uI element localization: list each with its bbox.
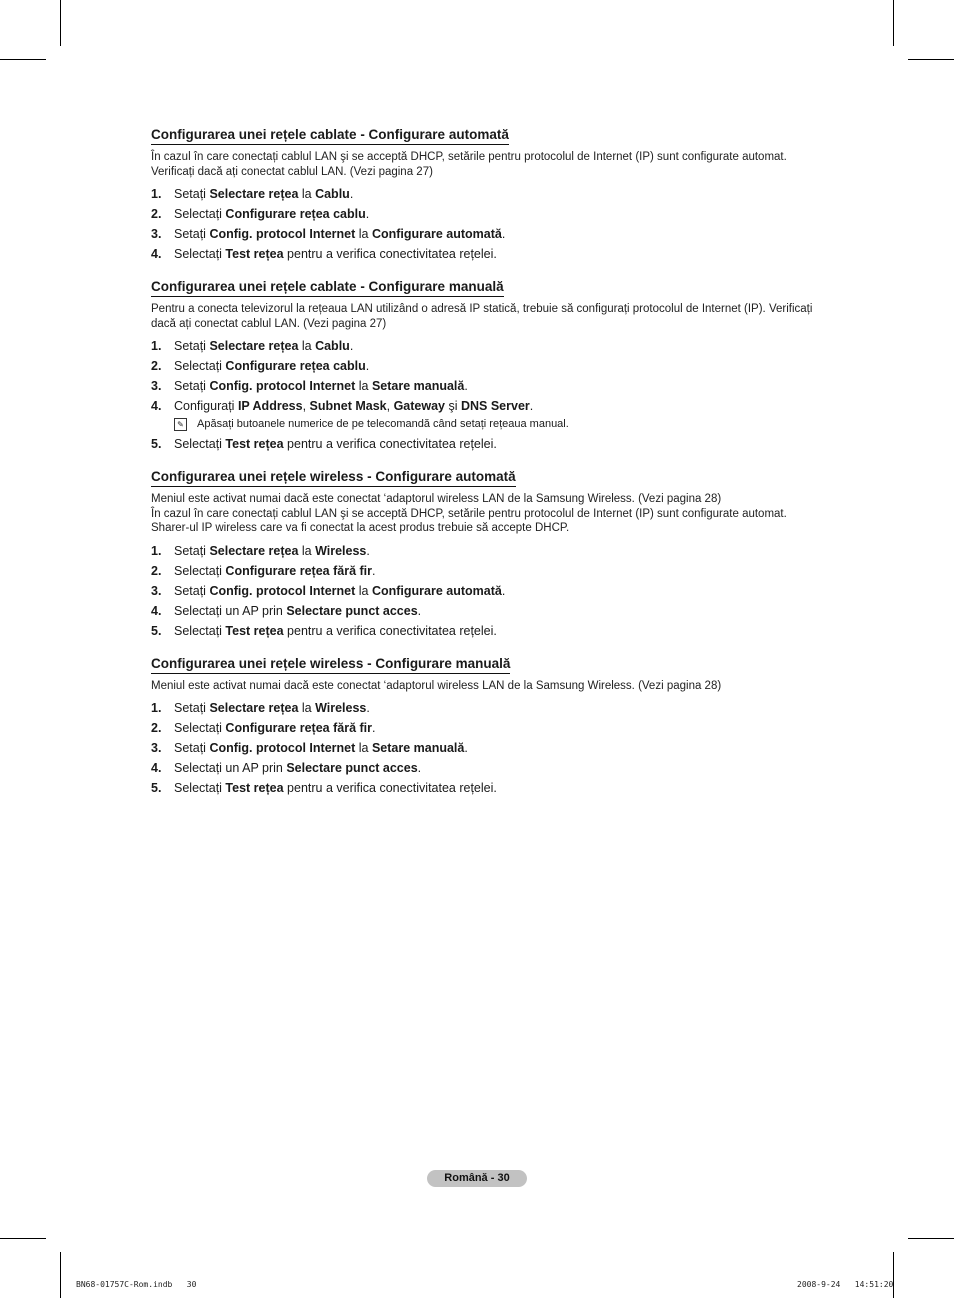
step-text-segment: , [386,399,394,413]
step-text-segment: Selectați [174,563,226,578]
step-keyword: Configurare rețea cablu [225,359,366,373]
step-text-segment: . [464,741,468,755]
step-item [151,339,831,354]
step-keyword: IP Address [237,399,303,413]
crop-mark [0,1238,46,1239]
step-text-segment: Setați [174,583,210,598]
step-text [174,604,421,619]
step-number: 2. [151,721,162,735]
step-keyword: Selectare punct acces [286,603,418,618]
step-text-segment: . [372,721,376,735]
step-keyword: Wireless [315,543,367,558]
crop-mark [908,59,954,60]
step-item [151,604,831,619]
step-item [151,564,831,579]
step-text-segment: Setați [174,187,210,201]
step-text-segment: . [501,227,506,241]
step-text [174,584,505,599]
step-number: 3. [151,227,162,241]
section-title: Configurarea unei rețele wireless - Configurare manuală [151,656,510,674]
crop-mark [60,0,61,46]
step-number: 4. [151,399,162,413]
step-keyword: DNS Server [460,399,530,413]
step-text [174,544,370,559]
step-number: 4. [151,247,162,261]
step-keyword: Test rețea [225,623,284,638]
step-item [151,359,831,374]
step-keyword: Configurare rețea fără fir [225,721,372,735]
step-number: 3. [151,741,162,755]
step-text [174,564,375,579]
step-item [151,247,831,262]
step-item [151,379,831,394]
intro-paragraph: Verificați dacă ați conectat cablul LAN. (Vezi pagina 27) [151,165,433,178]
step-item [151,624,831,639]
section-title: Configurarea unei rețele cablate - Configurare automată [151,127,509,145]
step-number: 3. [151,583,162,598]
crop-mark [893,1252,894,1298]
step-text-segment: . [366,701,370,715]
step-text-segment: . [372,563,376,578]
section [151,278,831,452]
section [151,126,831,262]
step-text-segment: pentru a verifica conectivitatea rețelei. [283,623,497,638]
step-list [151,339,831,452]
crop-mark [908,1238,954,1239]
step-text-segment: la [298,339,316,353]
step-text [174,207,369,222]
step-text-segment: Configurați [174,399,238,413]
section-intro [151,302,831,331]
step-keyword: Cablu [315,187,350,201]
intro-paragraph: Pentru a conecta televizorul la rețeaua LAN utilizând o adresă IP statică, trebuie să configurați protocolul de Internet (IP). Verificați dacă ați conectat cablul LAN. (Vezi pagina 27) [151,303,813,330]
step-text [174,247,497,262]
section-title: Configurarea unei rețele cablate - Configurare manuală [151,279,504,297]
footer-timestamp: 2008-9-24 14:51:20 [797,1280,894,1289]
step-text-segment: la [355,741,372,755]
step-keyword: Config. protocol Internet [209,227,356,241]
step-text [174,339,353,354]
step-text-segment: Selectați [174,721,226,735]
step-list [151,544,831,639]
step-keyword: Configurare rețea cablu [225,207,366,221]
step-text [174,187,353,202]
step-keyword: Test rețea [225,247,284,261]
step-keyword: Selectare punct acces [286,761,418,775]
step-item [151,761,831,776]
step-keyword: Selectare rețea [209,339,299,353]
step-keyword: Test rețea [225,781,284,795]
section-title: Configurarea unei rețele wireless - Configurare automată [151,469,516,487]
note-pencil-icon: ✎ [174,418,187,431]
crop-mark [60,1252,61,1298]
intro-paragraph: În cazul în care conectați cablul LAN şi se acceptă DHCP, setările pentru protocolul de Internet (IP) sunt configurate automat. [151,507,787,520]
step-keyword: Selectare rețea [209,187,299,201]
step-text-segment: . [349,339,354,353]
step-text [174,399,533,414]
intro-paragraph: Meniul este activat numai dacă este conectat ‘adaptorul wireless LAN de la Samsung Wireless. (Vezi pagina 28) [151,679,722,692]
step-text [174,701,370,716]
step-item [151,721,831,736]
step-item [151,781,831,796]
step-text [174,359,369,374]
step-keyword: Gateway [393,399,445,413]
step-keyword: Configurare rețea fără fir [225,563,372,578]
step-text [174,721,375,736]
step-text-segment: la [298,187,316,201]
step-keyword: Config. protocol Internet [209,583,356,598]
step-text-segment: la [298,543,316,558]
step-item [151,207,831,222]
section [151,468,831,639]
step-keyword: Config. protocol Internet [209,379,356,393]
step-number: 4. [151,603,162,618]
step-item [151,741,831,756]
step-text-segment: Selectați [174,437,226,451]
crop-mark [893,0,894,46]
step-text-segment: . [366,543,370,558]
step-item [151,544,831,559]
footer-file-info: BN68-01757C-Rom.indb 30 [76,1280,197,1289]
step-text-segment: . [365,207,370,221]
step-text-segment: Setați [174,379,210,393]
step-number: 5. [151,437,162,451]
step-text-segment: la [355,379,372,393]
step-number: 5. [151,781,162,795]
step-item [151,584,831,599]
step-text-segment: . [417,761,422,775]
section-intro [151,492,831,536]
step-text-segment: pentru a verifica conectivitatea rețelei. [283,247,497,261]
step-text [174,379,468,394]
step-keyword: Test rețea [225,437,284,451]
step-text-segment: Selectați [174,247,226,261]
step-text [174,227,505,242]
step-text-segment: pentru a verifica conectivitatea rețelei. [283,437,497,451]
step-text-segment: Selectați un AP prin [174,761,287,775]
step-text-segment: Setați [174,543,210,558]
page-number-badge: Română - 30 [427,1170,527,1187]
step-text-segment: Setați [174,701,210,715]
step-text-segment: Selectați [174,623,226,638]
step-keyword: Configurare automată [371,227,502,241]
crop-mark [0,59,46,60]
document-body [151,126,831,812]
step-text-segment: Selectați [174,781,226,795]
step-number: 4. [151,761,162,775]
step-text-segment: Selectați un AP prin [174,603,287,618]
step-keyword: Selectare rețea [209,701,299,715]
step-list [151,187,831,262]
step-text-segment: Selectați [174,207,226,221]
step-text [174,761,421,776]
step-item [151,437,831,452]
step-text-segment: . [365,359,370,373]
step-text-segment: Setați [174,227,210,241]
step-number: 1. [151,543,162,558]
step-item [151,701,831,716]
intro-paragraph: În cazul în care conectați cablul LAN şi se acceptă DHCP, setările pentru protocolul de Internet (IP) sunt configurate automat. [151,151,787,163]
step-number: 3. [151,379,162,393]
step-item [151,227,831,242]
note-text: Apăsați butoanele numerice de pe telecomandă când setați rețeaua manual. [197,418,569,430]
section-intro [151,150,831,179]
step-text-segment: . [529,399,534,413]
step-text-segment: . [417,603,422,618]
section [151,655,831,797]
step-number: 1. [151,339,162,353]
step-number: 1. [151,701,162,715]
note [174,417,831,431]
step-text [174,624,497,639]
step-keyword: Subnet Mask [309,399,387,413]
step-keyword: Setare manuală [371,379,465,393]
step-text-segment: . [464,379,468,393]
step-text [174,741,468,756]
step-number: 1. [151,187,162,201]
step-keyword: Config. protocol Internet [209,741,356,755]
step-text [174,437,497,452]
step-text-segment: Setați [174,339,210,353]
step-keyword: Selectare rețea [209,543,299,558]
step-keyword: Configurare automată [371,583,502,598]
step-text-segment: Selectați [174,359,226,373]
step-text-segment: la [298,701,316,715]
intro-paragraph: Meniul este activat numai dacă este conectat ‘adaptorul wireless LAN de la Samsung Wireless. (Vezi pagina 28) [151,493,722,505]
step-keyword: Cablu [315,339,350,353]
step-text-segment: pentru a verifica conectivitatea rețelei. [283,781,497,795]
section-intro [151,679,831,694]
step-text-segment: Setați [174,741,210,755]
step-item [151,187,831,202]
step-text-segment: la [355,583,372,598]
step-number: 2. [151,563,162,578]
step-number: 2. [151,359,162,373]
step-item [151,399,831,414]
step-number: 5. [151,623,162,638]
step-text [174,781,497,796]
step-list [151,701,831,796]
step-text-segment: . [501,583,506,598]
step-text-segment: şi [445,399,461,413]
step-keyword: Wireless [315,701,367,715]
step-number: 2. [151,207,162,221]
step-text-segment: . [349,187,354,201]
intro-paragraph: Sharer-ul IP wireless care va fi conectat la acest produs trebuie să accepte DHCP. [151,522,570,534]
step-text-segment: la [355,227,372,241]
step-keyword: Setare manuală [371,741,465,755]
step-text-segment: , [302,399,310,413]
